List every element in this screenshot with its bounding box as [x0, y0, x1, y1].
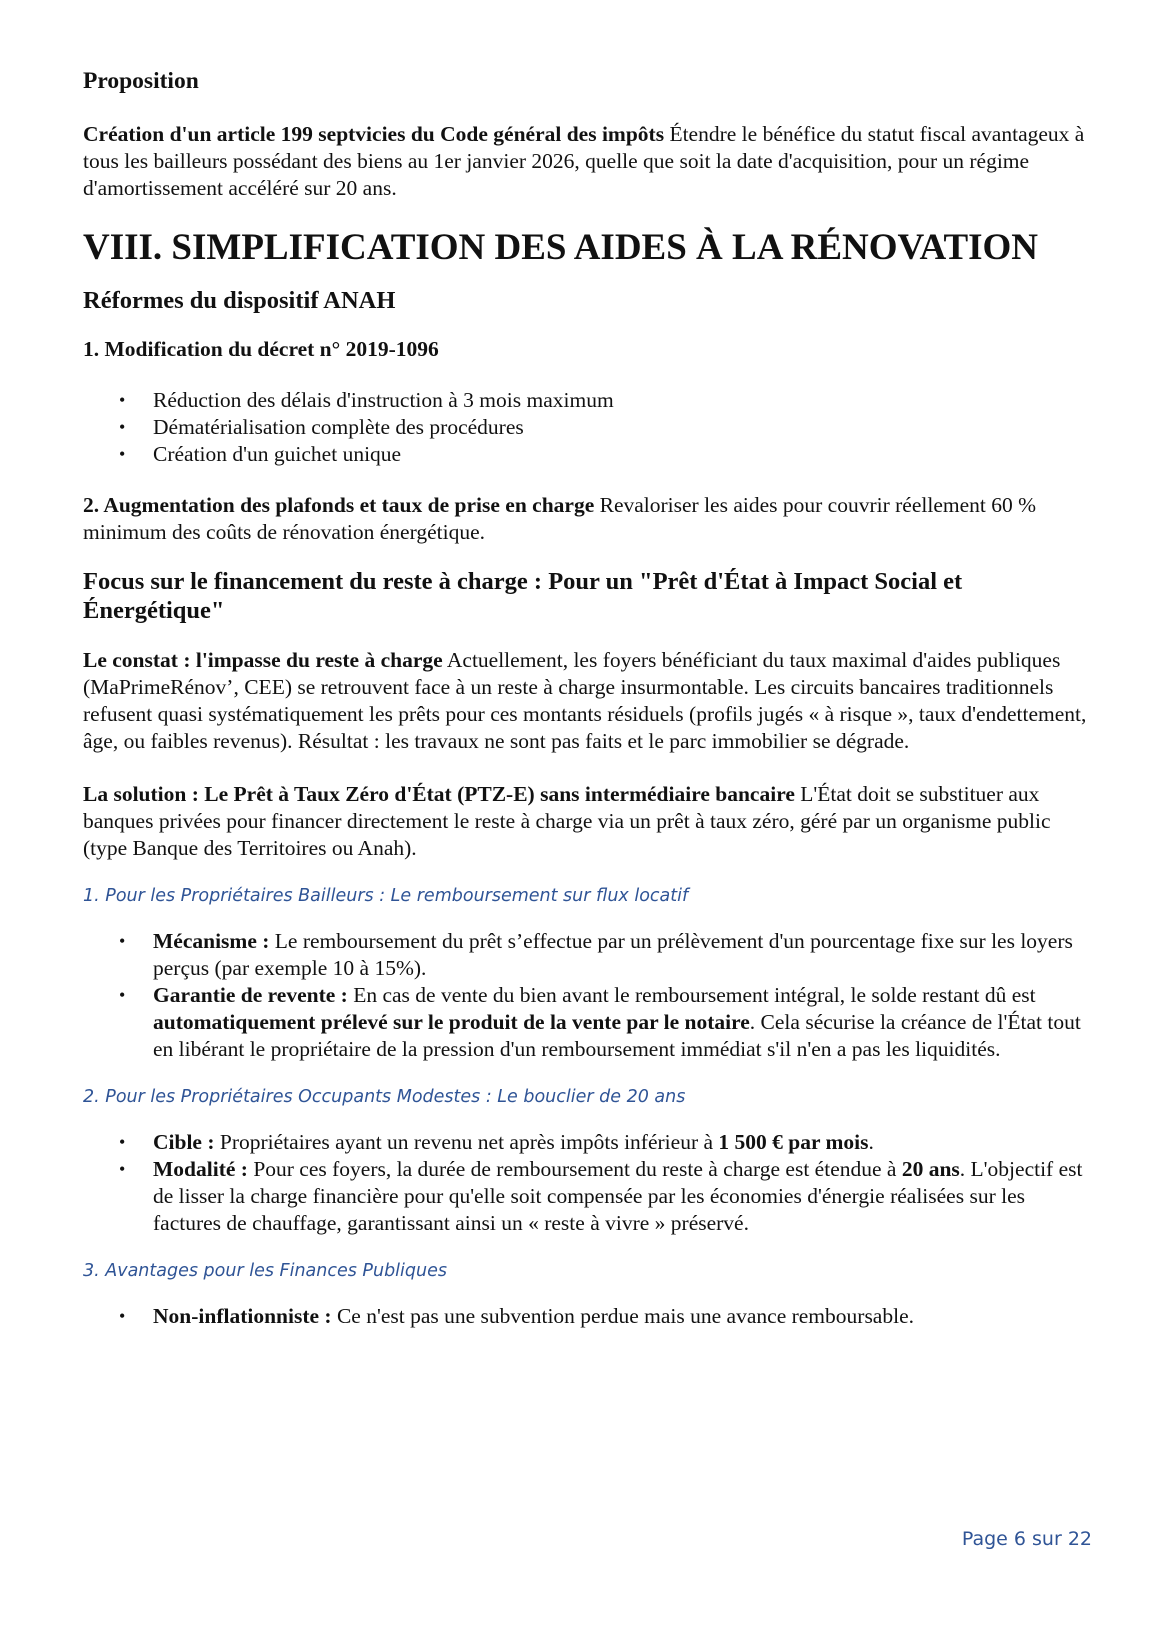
list-item: • Création d'un guichet unique	[153, 441, 1093, 468]
list-item: • Réduction des délais d'instruction à 3 mois maximum	[153, 387, 1093, 414]
proposition-text: Étendre le bénéfice du statut fiscal avantageux à tous les bailleurs possédant des biens au 1er janvier 2026, quelle que soit la date d'acquisition, pour un régime d'amortissement accéléré sur 20 ans.	[83, 122, 1085, 200]
occupants-heading: 2. Pour les Propriétaires Occupants Modestes : Le bouclier de 20 ans	[83, 1087, 686, 1107]
proposition-heading: Proposition	[83, 68, 199, 94]
occupants-list	[83, 1129, 1093, 1237]
list-item: • Dématérialisation complète des procédures	[153, 414, 1093, 441]
solution-paragraph	[83, 781, 1093, 862]
cible-text: Propriétaires ayant un revenu net après impôts inférieur à	[214, 1130, 719, 1154]
plafonds-paragraph	[83, 492, 1093, 546]
list-item	[153, 1129, 1093, 1156]
garantie-text: En cas de vente du bien avant le remboursement intégral, le solde restant dû est	[347, 983, 1036, 1007]
constat-paragraph	[83, 647, 1093, 755]
solution-text: L'État doit se substituer aux banques privées pour financer directement le reste à charge via un prêt à taux zéro, géré par un organisme public (type Banque des Territoires ou Anah).	[83, 782, 1051, 860]
mecanisme-text: Le remboursement du prêt s’effectue par un prélèvement d'un pourcentage fixe sur les loyers perçus (par exemple 10 à 15%).	[153, 929, 1073, 980]
finances-heading: 3. Avantages pour les Finances Publiques	[83, 1261, 447, 1281]
proposition-bold: Création d'un article 199 septvicies du Code général des impôts	[83, 122, 665, 146]
constat-bold: Le constat : l'impasse du reste à charge	[83, 648, 443, 672]
focus-heading: Focus sur le financement du reste à charge : Pour un "Prêt d'État à Impact Social et Énergétique"	[83, 568, 963, 624]
modalite-text-end: . L'objectif est de lisser la charge financière pour qu'elle soit compensée par les économies d'énergie réalisées sur les factures de chauffage, garantissant ainsi un « reste à vivre » préservé.	[153, 1157, 1083, 1235]
proposition-paragraph	[83, 121, 1093, 202]
modalite-duration: 20 ans	[901, 1157, 960, 1181]
anah-heading: Réformes du dispositif ANAH	[83, 287, 396, 314]
cible-label: Cible :	[153, 1130, 215, 1154]
cible-text-end: .	[868, 1130, 874, 1154]
non-inflation-label: Non-inflationniste :	[153, 1304, 332, 1328]
constat-text: Actuellement, les foyers bénéficiant du taux maximal d'aides publiques (MaPrimeRénov’, CEE) se retrouvent face à un reste à charge insurmontable. Les circuits bancaires traditionnels refusent quasi systématiquement les prêts pour ces montants résiduels (profils jugés « à risque », taux d'endettement, âge, ou faibles revenus). Résultat : les travaux ne sont pas faits et le parc immobilier se dégrade.	[83, 648, 1087, 753]
modalite-text: Pour ces foyers, la durée de remboursement du reste à charge est étendue à	[247, 1157, 902, 1181]
list-item	[153, 1156, 1093, 1237]
bailleurs-heading: 1. Pour les Propriétaires Bailleurs : Le remboursement sur flux locatif	[83, 886, 689, 906]
modalite-label: Modalité :	[153, 1157, 248, 1181]
list-item	[153, 1303, 1093, 1330]
list-item	[153, 982, 1093, 1063]
solution-bold: La solution : Le Prêt à Taux Zéro d'État (PTZ-E) sans intermédiaire bancaire	[83, 782, 795, 806]
garantie-emphasis: automatiquement prélevé sur le produit de la vente par le notaire	[153, 1010, 750, 1034]
garantie-text-end: . Cela sécurise la créance de l'État tout en libérant le propriétaire de la pression d'un remboursement immédiat s'il n'en a pas les liquidités.	[153, 1010, 1081, 1061]
page-number: Page 6 sur 22	[961, 1528, 1092, 1550]
page-content	[83, 66, 1093, 1330]
bailleurs-list	[83, 928, 1093, 1063]
list-item	[153, 928, 1093, 982]
plafonds-text: Revaloriser les aides pour couvrir réellement 60 % minimum des coûts de rénovation énergétique.	[83, 493, 1037, 544]
section-title: VIII. SIMPLIFICATION DES AIDES À LA RÉNOVATION	[83, 227, 1039, 268]
garantie-label: Garantie de revente :	[153, 983, 348, 1007]
finances-list	[83, 1303, 1093, 1330]
decret-heading: 1. Modification du décret n° 2019-1096	[83, 337, 439, 361]
decret-list	[83, 387, 1093, 468]
mecanisme-label: Mécanisme :	[153, 929, 270, 953]
non-inflation-text: Ce n'est pas une subvention perdue mais une avance remboursable.	[331, 1304, 914, 1328]
plafonds-bold: 2. Augmentation des plafonds et taux de prise en charge	[83, 493, 595, 517]
cible-amount: 1 500 € par mois	[718, 1130, 869, 1154]
